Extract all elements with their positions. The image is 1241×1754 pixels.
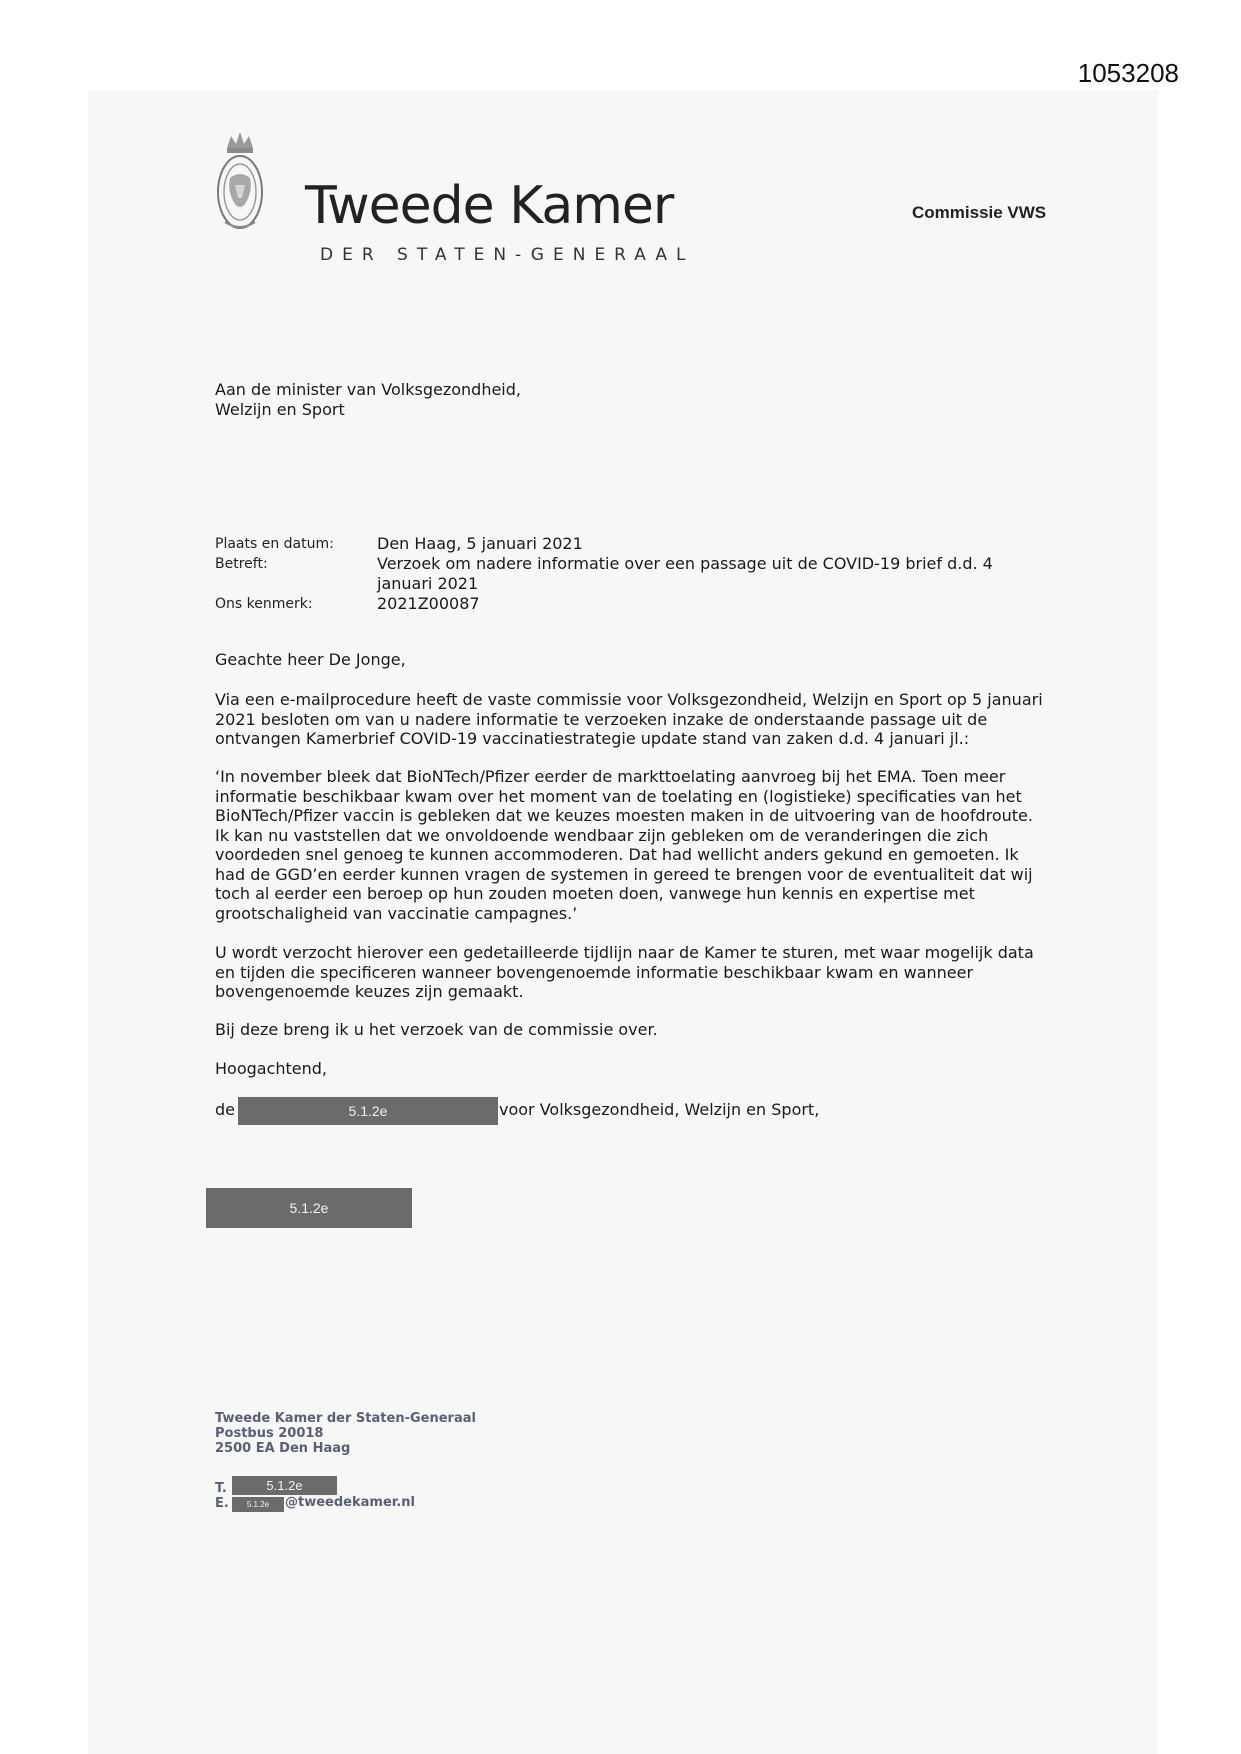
subject-label: Betreft: — [215, 556, 268, 572]
paragraph-forward: Bij deze breng ik u het verzoek van de commissie over. — [215, 1020, 658, 1039]
email-domain: @tweedekamer.nl — [285, 1495, 415, 1510]
footer-address — [215, 1411, 515, 1456]
place-date-value: Den Haag, 5 januari 2021 — [377, 534, 583, 553]
addressee-block — [215, 380, 521, 420]
redaction-box: 5.1.2e — [238, 1097, 498, 1125]
quoted-passage: ‘In november bleek dat BioNTech/Pfizer eerder de markttoelating aanvroeg bij het EMA. Toen meer informatie beschikbaar kwam over het moment van de toelating en (logistieke) specificaties van het BioNTech/Pfizer vaccin is gebleken dat we keuzes moesten maken in de uitvoering van de hoofdroute. Ik kan nu vaststellen dat we onvoldoende wendbaar zijn gebleken om de veranderingen die zich voordeden snel genoeg te kunnen accommoderen. Dat had wellicht anders gekund en gemoeten. Ik had de GGD’en eerder kunnen vragen de systemen in gereed te brengen voor de eventualiteit dat wij toch al eerder een beroep op hun zouden moeten doen, vanwege hun kennis en expertise met grootschaligheid van vaccinatie campagnes.’ — [215, 767, 1033, 923]
logo-title: Tweede Kamer — [305, 176, 674, 236]
salutation: Geachte heer De Jonge, — [215, 650, 406, 669]
subject-value: Verzoek om nadere informatie over een passage uit de COVID-19 brief d.d. 4 januari 2021 — [377, 554, 993, 593]
signature-redaction-box: 5.1.2e — [206, 1188, 412, 1228]
reference-label: Ons kenmerk: — [215, 596, 313, 612]
logo-subtitle: DER STATEN-GENERAAL — [320, 245, 695, 265]
reference-value: 2021Z00087 — [377, 594, 480, 613]
signature-prefix: de — [215, 1100, 235, 1119]
document-number: 1053208 — [1077, 58, 1179, 88]
signature-suffix: voor Volksgezondheid, Welzijn en Sport, — [499, 1100, 820, 1119]
paragraph-intro: Via een e-mailprocedure heeft de vaste commissie voor Volksgezondheid, Welzijn en Sport op 5 januari 2021 besloten om van u nadere informatie te verzoeken inzake de onderstaande passage uit de ontvangen Kamerbrief COVID-19 vaccinatiestrategie update stand van zaken d.d. 4 januari jl.: — [215, 690, 1043, 748]
phone-label: T. — [215, 1481, 227, 1496]
addressee-line: Welzijn en Sport — [215, 400, 345, 419]
footer-postbus: Postbus 20018 — [215, 1426, 324, 1441]
addressee-line: Aan de minister van Volksgezondheid, — [215, 380, 521, 399]
paragraph-request: U wordt verzocht hierover een gedetailleerde tijdlijn naar de Kamer te sturen, met waar mogelijk data en tijden die specificeren wanneer bovengenoemde informatie beschikbaar kwam en wanneer bovengenoemde keuzes zijn gemaakt. — [215, 943, 1034, 1001]
footer-org: Tweede Kamer der Staten-Generaal — [215, 1411, 476, 1426]
phone-redaction-box: 5.1.2e — [232, 1476, 337, 1495]
coat-of-arms-icon — [215, 130, 265, 238]
email-label: E. — [215, 1496, 229, 1511]
committee-name: Commissie VWS — [912, 203, 1047, 222]
place-date-label: Plaats en datum: — [215, 536, 334, 552]
email-redaction-box: 5.1.2e — [232, 1497, 284, 1512]
closing: Hoogachtend, — [215, 1059, 328, 1078]
footer-city: 2500 EA Den Haag — [215, 1441, 351, 1456]
